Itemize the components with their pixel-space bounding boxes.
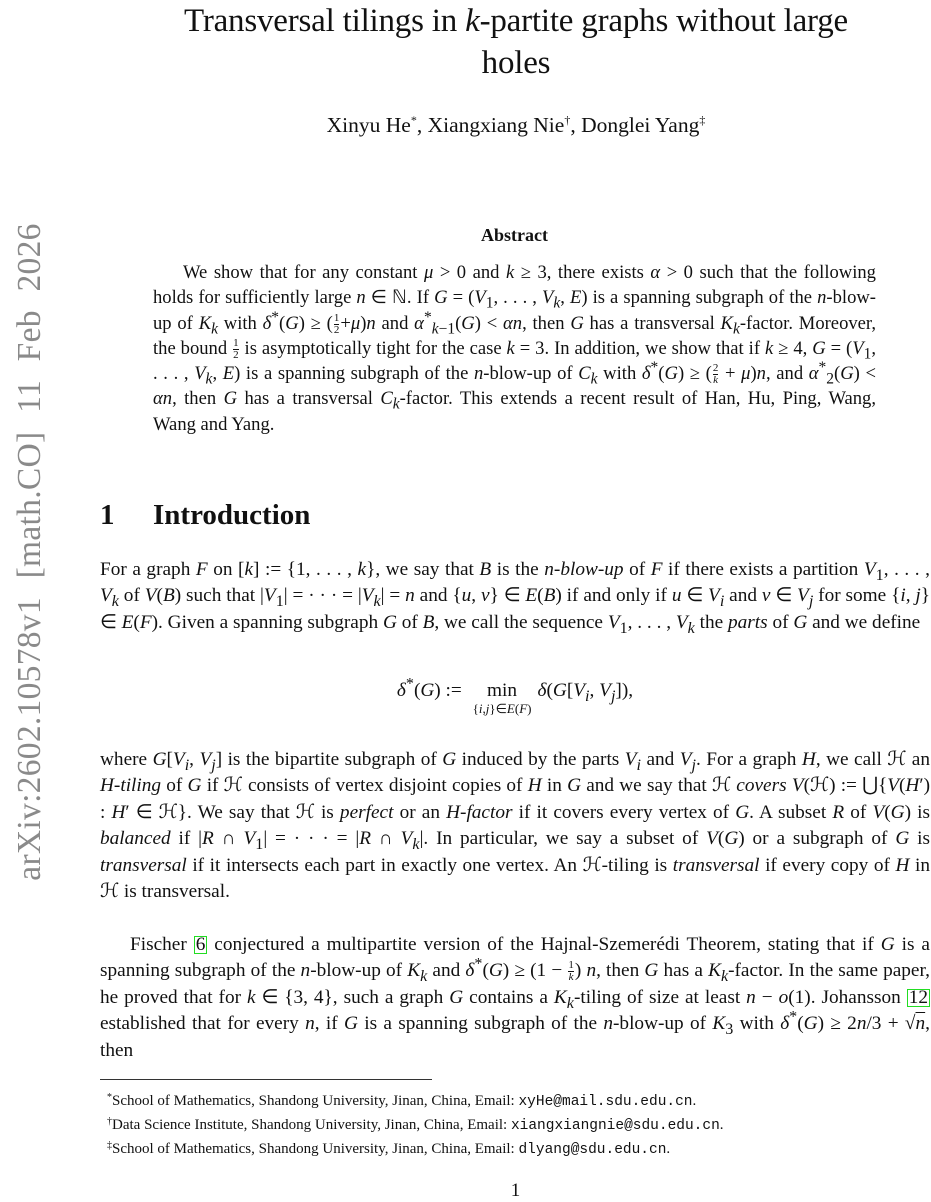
citation-link[interactable]: 6 [195,934,206,955]
paragraph-fischer-conjecture: Fischer 6 conjectured a multipartite version of the Hajnal-Szemerédi Theorem, stating that if G is a spanning subgraph of the n-blow-up of $K_k$ and δ*(G) ≥ (1 − $\frac{1}{k}$ ) n, then G has a $K_k$-factor. In the same paper, he proved that for k ∈ {3, 4}, such a graph G contains a $K_k$-tiling of size at least n − o(1). Johansson 12 established that for every n, if G is a spanning subgraph of the n-blow-up of $K_3$ with δ*(G) ≥ 2n/3 + √n, then [100,934,930,1061]
title-line-1: Transversal tilings in k-partite graphs without large [184,3,848,39]
email-link[interactable]: xiangxiangnie@sdu.edu.cn [510,1118,720,1134]
footnote-divider [100,1079,432,1080]
section-heading [100,499,310,532]
section-title: Introduction [153,499,311,531]
paragraph-definitions: For a graph F on [k] := {1, . . . , k}, we say that B is the n-blow-up of F if there exists a partition $V_1$, . . . , $V_k$ of V(B) such that $|V_1|$ = · · · = $|V_k| = n$ and {u, v} ∈ E(B) if and only if u ∈ $V_i$ and v ∈ $V_j$ for some {i, j} ∈ E(F). Given a spanning subgraph G of B, we call the sequence $V_1$, . . . , $V_k$ the parts of G and we define [100,559,931,637]
citation-link[interactable]: 12 [908,986,929,1008]
footnote: *School of Mathematics, Shandong University, Jinan, China, Email: xyHe@mail.sdu.edu.cn. [107,1092,697,1110]
paragraph-tiling-definitions: where $G[V_i$, $V_j$] is the bipartite subgraph of G induced by the parts $V_i$ and $V_j$. For a graph H, we call ℋ an H-tiling of G if ℋ consists of vertex disjoint copies of H in G and we say that ℋ covers V(ℋ) := ⋃{V(H′) : H′ ∈ ℋ}. We say that ℋ is perfect or an H-factor if it covers every vertex of G. A subset R of V(G) is balanced if |R ∩ $V_1|$ = · · · = |R ∩ $V_k|$. In particular, we say a subset of V(G) or a subgraph of G is transversal if it intersects each part in exactly one vertex. An ℋ-tiling is transversal if every copy of H in ℋ is transversal. [100,749,931,903]
abstract-heading: Abstract [481,225,548,245]
display-equation: δ*(G) := min {i,j}∈E(F) $\delta(G[V_i$, $V_j$]), [396,675,634,716]
author: Xinyu He*, [326,113,423,137]
arxiv-stamp: arXiv:2602.10578v1 [math.CO] 11 Feb 2026 [11,223,48,881]
arxiv-sidebar [0,200,60,905]
author-list [110,113,922,138]
footnotes [100,1088,931,1160]
title-line-2: holes [481,45,551,81]
paper-title [110,0,922,84]
email-link[interactable]: xyHe@mail.sdu.edu.cn [518,1094,693,1110]
section-number: 1 [100,499,115,531]
footnote: †Data Science Institute, Shandong University, Jinan, China, Email: xiangxiangnie@sdu.edu.cn. [107,1116,724,1134]
author: Xiangxiang Nie†, [427,113,576,137]
abstract-body: We show that for any constant μ > 0 and k ≥ 3, there exists α > 0 such that the following holds for sufficiently large n ∈ ℕ. If $G = (V_1$, . . . , $V_k$, E) is a spanning subgraph of the n-blow-up of $K_k$ with δ*(G) ≥ ( $\frac{1}{2}$ +μ)n and $\alpha^*_{k-1}(G) < \alpha n$, then G has a transversal $K_k$-factor. Moreover, the bound $\frac{1}{2}$ is asymptotically tight for the case k = 3. In addition, we show that if k ≥ 4, $G = (V_1$, . . . , $V_k$, E) is a spanning subgraph of the n-blow-up of $C_k$ with δ*(G) ≥ ( $\frac{2}{k}$ + μ)n, and $\alpha^*_2(G) < \alpha n$, then G has a transversal $C_k$-factor. This extends a recent result of Han, Hu, Ping, Wang, Wang and Yang. [153,262,877,435]
email-link[interactable]: dlyang@sdu.edu.cn [518,1142,667,1158]
page-number: 1 [510,1180,521,1201]
author: Donglei Yang‡ [581,113,706,137]
footnote: ‡School of Mathematics, Shandong University, Jinan, China, Email: dlyang@sdu.edu.cn. [107,1140,671,1158]
